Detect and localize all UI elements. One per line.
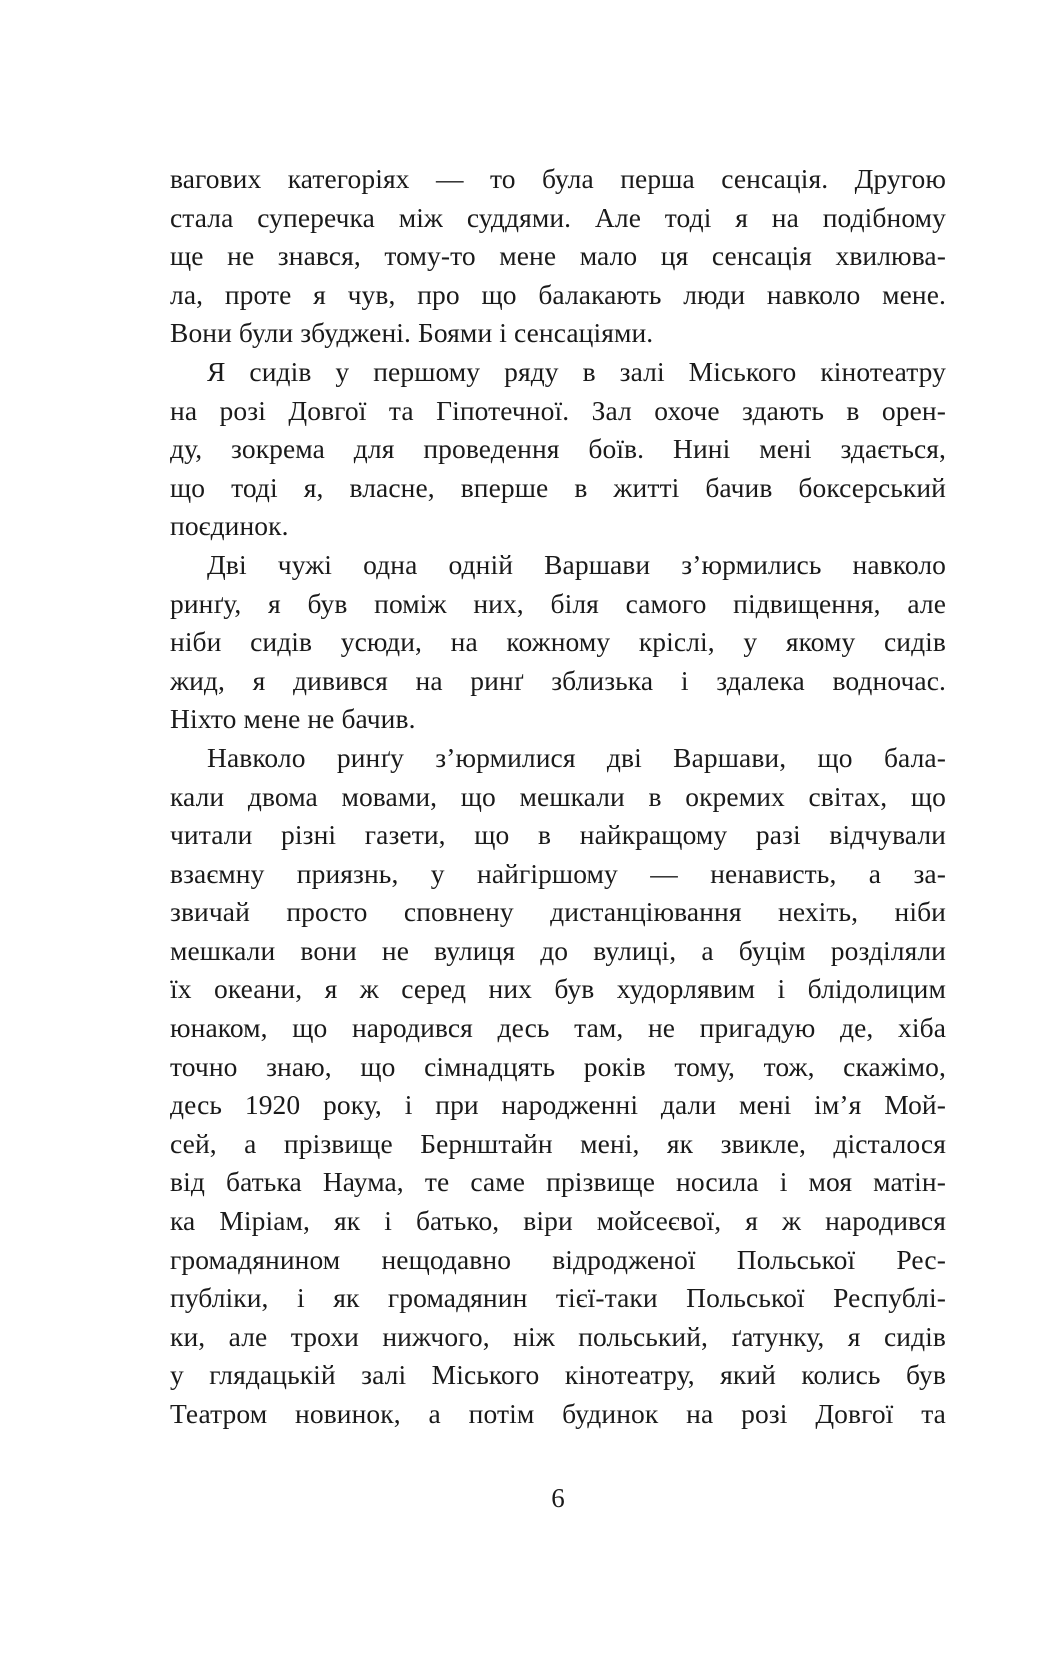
text-line: читали різні газети, що в найкращому разі відчували: [170, 819, 946, 851]
text-line: ла, проте я чув, про що балакають люди навколо мене.: [170, 278, 946, 310]
text-line: Навколо ринґу з’юрмилися дві Варшави, що бала-: [207, 741, 946, 773]
text-line: стала суперечка між суддями. Але тоді я на подібному: [170, 201, 946, 233]
text-line: кали двома мовами, що мешкали в окремих світах, що: [170, 780, 946, 812]
text-line: мешкали вони не вулиця до вулиці, а буцім розділяли: [170, 934, 946, 966]
text-line: Вони були збуджені. Боями і сенсаціями.: [170, 317, 654, 349]
text-line: звичай просто сповнену дистанціювання нехіть, ніби: [170, 896, 946, 928]
text-line: ки, але трохи нижчого, ніж польський, ґатунку, я сидів: [170, 1320, 946, 1352]
text-line: Дві чужі одна одній Варшави з’юрмились навколо: [207, 548, 946, 580]
text-line: у глядацькій залі Міського кінотеатру, який колись був: [170, 1359, 946, 1391]
text-line: юнаком, що народився десь там, не пригадую де, хіба: [170, 1012, 946, 1044]
text-line: точно знаю, що сімнадцять років тому, тож, скажімо,: [170, 1050, 946, 1082]
text-line: вагових категоріях — то була перша сенсація. Другою: [170, 163, 946, 194]
text-line: ринґу, я був поміж них, біля самого підвищення, але: [170, 587, 946, 619]
text-line: їх океани, я ж серед них був худорлявим і блідолицим: [170, 973, 946, 1005]
text-line: сей, а прізвище Бернштайн мені, як звикле, дісталося: [170, 1127, 946, 1159]
text-line: жид, я дивився на ринґ зблизька і здалека водночас.: [170, 664, 946, 696]
text-line: взаємну приязнь, у найгіршому — ненависть, а за-: [170, 857, 946, 889]
text-line: публіки, і як громадянин тієї-таки Польської Республі-: [170, 1282, 946, 1314]
text-line: громадянином нещодавно відродженої Польської Рес-: [170, 1243, 946, 1275]
text-line: ще не знався, тому-то мене мало ця сенсація хвилюва-: [170, 240, 946, 272]
text-line: на розі Довгої та Гіпотечної. Зал охоче здають в орен-: [170, 394, 946, 426]
text-line: що тоді я, власне, вперше в житті бачив боксерський: [170, 471, 946, 503]
text-line: ніби сидів усюди, на кожному кріслі, у якому сидів: [170, 626, 946, 658]
text-line: ка Міріам, як і батько, віри мойсеєвої, я ж народився: [170, 1205, 946, 1237]
page-number: 6: [551, 1483, 565, 1513]
text-line: Театром новинок, а потім будинок на розі Довгої та: [170, 1398, 946, 1429]
text-line: поєдинок.: [170, 510, 289, 542]
text-line: ду, зокрема для проведення боїв. Нині мені здається,: [170, 433, 946, 465]
text-line: Я сидів у першому ряду в залі Міського кінотеатру: [207, 355, 946, 387]
text-line: від батька Наума, те саме прізвище носила і моя матін-: [170, 1166, 946, 1198]
page-text: [170, 160, 946, 1434]
text-line: Ніхто мене не бачив.: [170, 703, 416, 735]
text-line: десь 1920 року, і при народженні дали мені ім’я Мой-: [170, 1089, 946, 1121]
